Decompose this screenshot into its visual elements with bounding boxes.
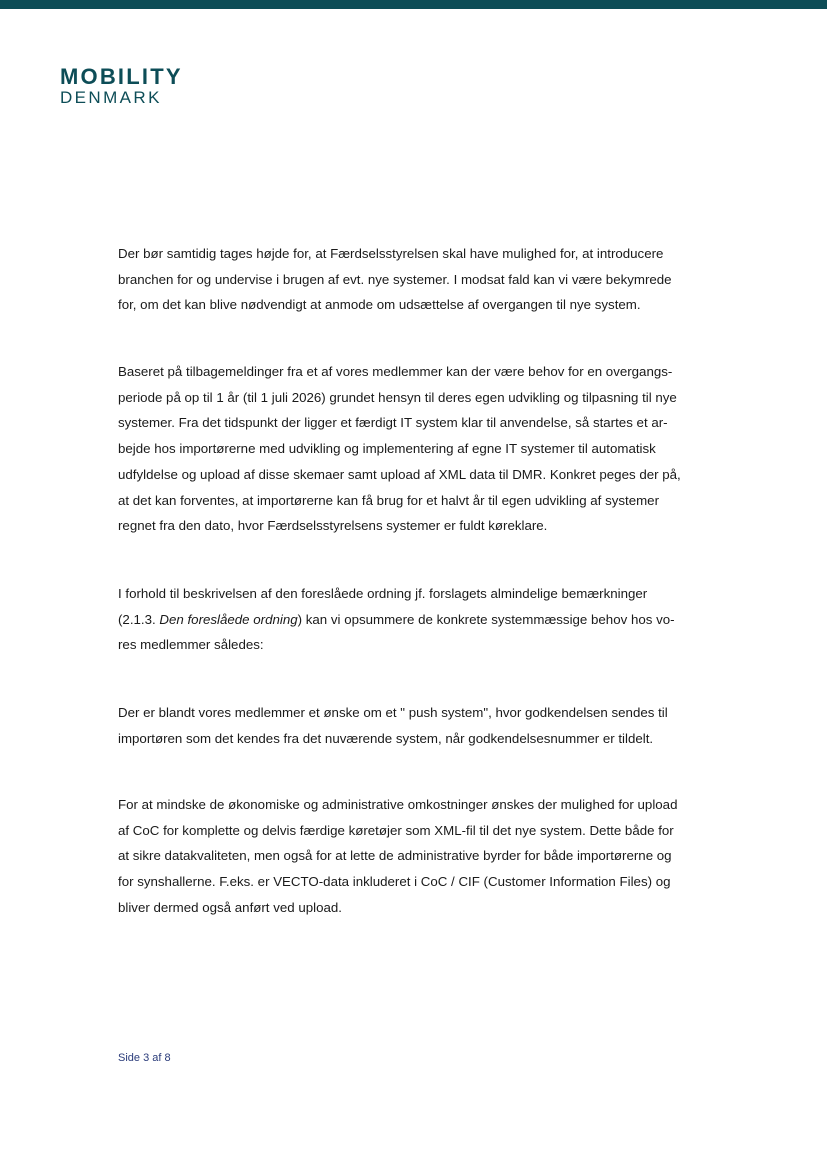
logo-line-mobility: MOBILITY — [60, 64, 183, 89]
text-line: periode på op til 1 år (til 1 juli 2026) grundet hensyn til deres egen udvikling og tilpasning til nye — [118, 389, 677, 405]
text-line: at sikre datakvaliteten, men også for at lette de administrative byrder for både importørerne og — [118, 848, 672, 864]
reference-prefix: (2.1.3. — [118, 611, 160, 627]
mobility-denmark-logo — [60, 64, 183, 107]
text-line: Der bør samtidig tages højde for, at Færdselsstyrelsen skal have mulighed for, at introducere — [118, 246, 664, 261]
paragraph-4 — [118, 700, 668, 751]
text-line: systemer. Fra det tidspunkt der ligger et færdigt IT system klar til anvendelse, så startes et ar- — [118, 415, 668, 431]
text-line: Baseret på tilbagemeldinger fra et af vores medlemmer kan der være behov for en overgangs- — [118, 364, 673, 379]
paragraph-3 — [118, 581, 675, 658]
paragraph-5 — [118, 792, 677, 921]
text-line: res medlemmer således: — [118, 637, 264, 653]
italic-reference-title: Den foreslåede ordning — [159, 611, 298, 627]
text-line: for synshallerne. F.eks. er VECTO-data inkluderet i CoC / CIF (Customer Information Files) og — [118, 874, 671, 890]
text-line: importøren som det kendes fra det nuværende system, når godkendelsesnummer er tildelt. — [118, 730, 654, 746]
text-line: I forhold til beskrivelsen af den foreslåede ordning jf. forslagets almindelige bemærkninger — [118, 586, 648, 601]
text-line: for, om det kan blive nødvendigt at anmode om udsættelse af overgangen til nye system. — [118, 297, 641, 313]
page-number: Side 3 af 8 — [118, 1052, 171, 1064]
text-line: bliver dermed også anført ved upload. — [118, 899, 342, 915]
text-line: Der er blandt vores medlemmer et ønske om et " push system", hvor godkendelsen sendes til — [118, 705, 668, 720]
text-line-with-reference — [118, 607, 675, 633]
text-line: regnet fra den dato, hvor Færdselsstyrelsens systemer er fuldt køreklare. — [118, 518, 548, 534]
text-line: udfyldelse og upload af disse skemaer samt upload af XML data til DMR. Konkret peges der på, — [118, 466, 681, 482]
text-line: af CoC for komplette og delvis færdige køretøjer som XML-fil til det nye system. Dette både for — [118, 822, 674, 838]
top-accent-bar — [0, 0, 827, 9]
logo-line-denmark: DENMARK — [60, 88, 162, 107]
paragraph-1 — [118, 241, 672, 318]
text-line: For at mindske de økonomiske og administrative omkostninger ønskes der mulighed for upload — [118, 797, 678, 812]
text-line: at det kan forventes, at importørerne kan få brug for et halvt år til egen udvikling af systemer — [118, 492, 660, 508]
text-line: branchen for og undervise i brugen af evt. nye systemer. I modsat fald kan vi være bekymrede — [118, 271, 672, 287]
paragraph-2 — [118, 359, 681, 539]
reference-suffix: ) kan vi opsummere de konkrete systemmæssige behov hos vo- — [297, 611, 675, 627]
text-line: bejde hos importørerne med udvikling og implementering af egne IT systemer til automatisk — [118, 441, 656, 457]
